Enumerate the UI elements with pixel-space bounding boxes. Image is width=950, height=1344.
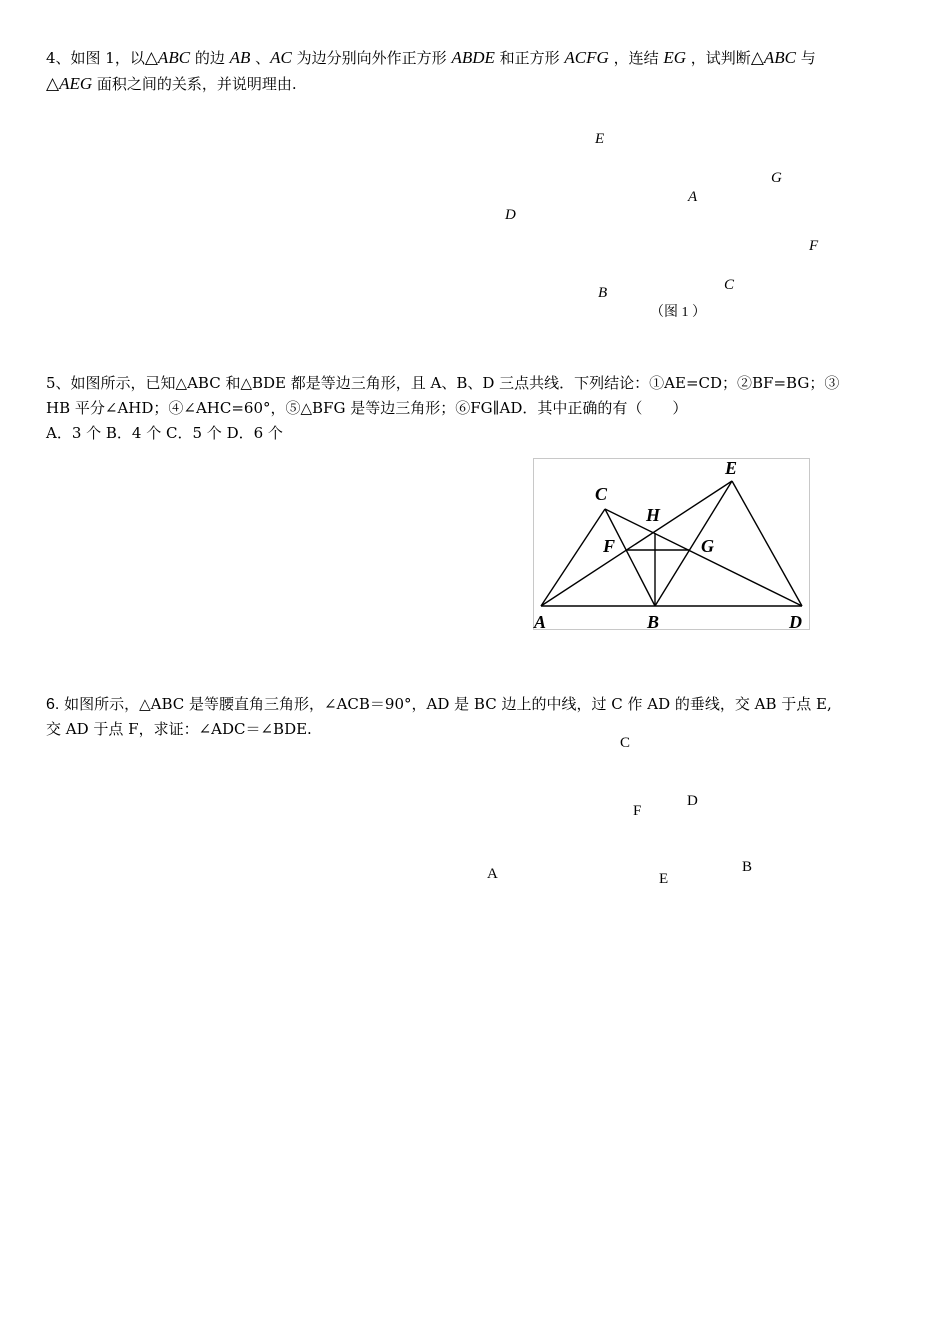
fig1-caption: （图 1 ）: [650, 305, 706, 320]
figure-5-triangles: [533, 458, 810, 630]
fig1-label-b: B: [598, 285, 608, 301]
fig6-label-e: E: [659, 871, 669, 887]
q5-line-2: HB 平分∠AHD；④∠AHC=60°，⑤△BFG 是等边三角形；⑥FG∥AD．其中正确的有（ ）: [46, 399, 688, 417]
fig6-label-d: D: [687, 793, 698, 809]
question-6-text: [46, 692, 906, 742]
fig5-label-b: B: [647, 612, 660, 630]
q6-line-2: 交 AD 于点 F，求证：∠ADC＝∠BDE.: [46, 720, 312, 738]
fig6-label-a: A: [487, 866, 498, 882]
q4-side-ac: AC: [270, 48, 292, 67]
q4-text-3: 为边分别向外作正方形: [291, 49, 452, 67]
q4-text-8: 面积之间的关系，并说明理由.: [92, 75, 297, 93]
q6-line-1: 如图所示，△ABC 是等腰直角三角形，∠ACB＝90°，AD 是 BC 边上的中线，过 C 作 AD 的垂线，交 AB 于点 E,: [59, 695, 832, 713]
fig6-label-c: C: [620, 735, 631, 751]
question-4-text: [46, 45, 906, 97]
fig6-label-b: B: [742, 859, 753, 875]
fig1-label-f: F: [809, 238, 819, 254]
q4-triangle-abc: △ABC: [144, 48, 191, 67]
q4-square-abde: ABDE: [451, 48, 495, 67]
q4-side-ab: AB: [229, 48, 251, 67]
fig5-frame: [534, 459, 810, 630]
fig1-label-c: C: [724, 277, 735, 293]
q5-line-1: 5、如图所示，已知△ABC 和△BDE 都是等边三角形，且 A、B、D 三点共线．下列结论：①AE=CD；②BF=BG；③: [46, 374, 840, 392]
q4-segment-eg: EG: [663, 48, 687, 67]
q4-text-1: 的边: [190, 49, 230, 67]
q5-options: A．3 个 B．4 个 C．5 个 D．6 个: [46, 424, 283, 442]
fig5-label-g: G: [701, 536, 714, 556]
fig5-label-f: F: [603, 536, 616, 556]
fig1-label-d: D: [505, 207, 516, 223]
fig1-label-a: A: [688, 189, 698, 205]
q4-text-4: 和正方形: [494, 49, 565, 67]
q4-triangle-aeg: △AEG: [46, 74, 93, 93]
q4-text-2: 、: [250, 49, 271, 67]
fig1-label-g: G: [771, 170, 782, 186]
q4-square-acfg: ACFG: [564, 48, 609, 67]
q4-number: 4、如图 1，以: [46, 49, 145, 67]
q4-text-7: 与: [796, 49, 816, 67]
q4-text-5: ，连结: [608, 49, 664, 67]
fig5-label-e: E: [725, 458, 738, 478]
q4-triangle-abc-2: △ABC: [750, 48, 796, 67]
fig5-label-a: A: [534, 612, 547, 630]
fig5-label-c: C: [595, 484, 608, 504]
fig5-label-d: D: [789, 612, 802, 630]
fig5-label-h: H: [646, 505, 661, 525]
question-5-text: [46, 371, 906, 446]
q4-text-6: ，试判断: [686, 49, 751, 67]
fig6-label-f: F: [633, 803, 642, 819]
fig1-label-e: E: [595, 131, 605, 147]
q6-number: 6.: [46, 696, 60, 713]
